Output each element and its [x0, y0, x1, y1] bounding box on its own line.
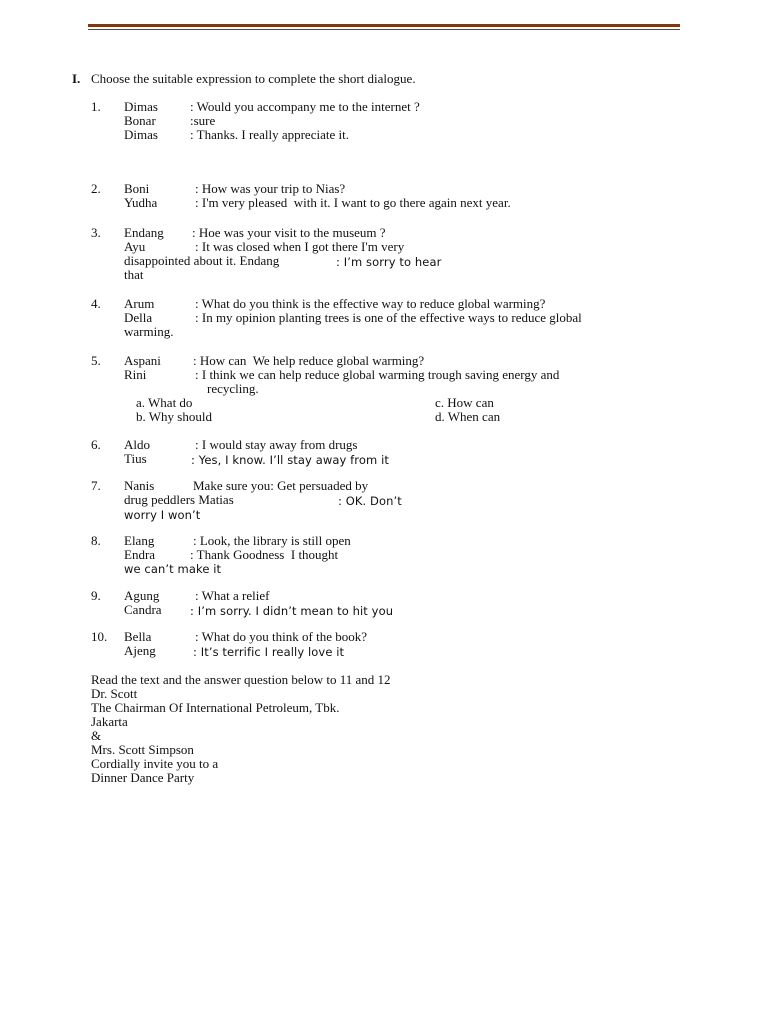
dialogue-line: Make sure you: Get persuaded by	[193, 478, 369, 493]
speaker: Endang	[124, 225, 164, 240]
speaker: Ayu	[124, 239, 146, 254]
speaker: Rini	[124, 367, 147, 382]
dialogue-line: : I would stay away from drugs	[195, 437, 358, 452]
item-number: 3.	[91, 225, 101, 240]
speaker: Nanis	[124, 478, 155, 493]
dialogue-line: : Look, the library is still open	[193, 533, 351, 548]
section-instruction: Choose the suitable expression to complete the short dialogue.	[91, 71, 416, 86]
answer-option-b: b. Why should	[136, 409, 212, 424]
dialogue-wrap: that	[124, 267, 144, 282]
dialogue-line: : How can We help reduce global warming?	[193, 353, 425, 368]
dialogue-wrap: : I’m sorry to hear	[336, 255, 442, 269]
item-number: 1.	[91, 99, 101, 114]
dialogue-line: : It was closed when I got there I'm very	[195, 239, 405, 254]
speaker: Yudha	[124, 195, 158, 210]
dialogue-line: : In my opinion planting trees is one of the effective ways to reduce global	[195, 310, 582, 325]
speaker: Candra	[124, 602, 162, 617]
speaker: Dimas	[124, 99, 158, 114]
item-number: 2.	[91, 181, 101, 196]
speaker: Agung	[124, 588, 160, 603]
answer-option-a: a. What do	[136, 395, 193, 410]
reading-instruction: Read the text and the answer question below to 11 and 12	[91, 672, 391, 687]
reading-line: Cordially invite you to a	[91, 756, 219, 771]
dialogue-wrap: : OK. Don’t	[338, 494, 402, 508]
speaker: Tius	[124, 451, 147, 466]
speaker: Aspani	[124, 353, 161, 368]
dialogue-line: :sure	[190, 113, 216, 128]
dialogue-line: : I’m sorry. I didn’t mean to hit you	[190, 604, 394, 618]
reading-line: &	[91, 728, 102, 743]
speaker: Elang	[124, 533, 155, 548]
speaker: Dimas	[124, 127, 158, 142]
dialogue-wrap: recycling.	[207, 381, 259, 396]
item-number: 4.	[91, 296, 101, 311]
speaker: Boni	[124, 181, 150, 196]
speaker: Endra	[124, 547, 156, 562]
dialogue-line: : Thank Goodness I thought	[190, 547, 339, 562]
dialogue-line: : Yes, I know. I’ll stay away from it	[191, 453, 389, 467]
dialogue-line: : Would you accompany me to the internet ?	[190, 99, 420, 114]
item-number: 6.	[91, 437, 101, 452]
item-number: 9.	[91, 588, 101, 603]
speaker: Della	[124, 310, 153, 325]
reading-line: The Chairman Of International Petroleum, Tbk.	[91, 700, 340, 715]
dialogue-line: : How was your trip to Nias?	[195, 181, 346, 196]
dialogue-line: : What do you think of the book?	[195, 629, 367, 644]
dialogue-line: : What a relief	[195, 588, 270, 603]
reading-line: Dinner Dance Party	[91, 770, 195, 785]
reading-line: Jakarta	[91, 714, 128, 729]
item-number: 5.	[91, 353, 101, 368]
item-number: 10.	[91, 629, 108, 644]
answer-option-d: d. When can	[435, 409, 501, 424]
dialogue-wrap: drug peddlers Matias	[124, 492, 234, 507]
dialogue-line: : Hoe was your visit to the museum ?	[192, 225, 386, 240]
dialogue-line: : What do you think is the effective way to reduce global warming?	[195, 296, 546, 311]
dialogue-line: : I'm very pleased with it. I want to go there again next year.	[195, 195, 511, 210]
section-numeral: I.	[72, 71, 81, 86]
header-rule	[88, 24, 680, 30]
item-number: 8.	[91, 533, 101, 548]
speaker: Ajeng	[124, 643, 156, 658]
dialogue-wrap: worry I won’t	[124, 508, 201, 522]
dialogue-wrap: we can’t make it	[124, 562, 222, 576]
dialogue-line: : It’s terrific I really love it	[193, 645, 345, 659]
speaker: Arum	[124, 296, 155, 311]
reading-line: Dr. Scott	[91, 686, 138, 701]
reading-line: Mrs. Scott Simpson	[91, 742, 194, 757]
speaker: Aldo	[124, 437, 150, 452]
speaker: Bella	[124, 629, 152, 644]
dialogue-wrap: warming.	[124, 324, 174, 339]
speaker: Bonar	[124, 113, 156, 128]
item-number: 7.	[91, 478, 101, 493]
dialogue-line: : I think we can help reduce global warming trough saving energy and	[195, 367, 560, 382]
dialogue-line: : Thanks. I really appreciate it.	[190, 127, 349, 142]
dialogue-wrap: disappointed about it. Endang	[124, 253, 280, 268]
answer-option-c: c. How can	[435, 395, 494, 410]
